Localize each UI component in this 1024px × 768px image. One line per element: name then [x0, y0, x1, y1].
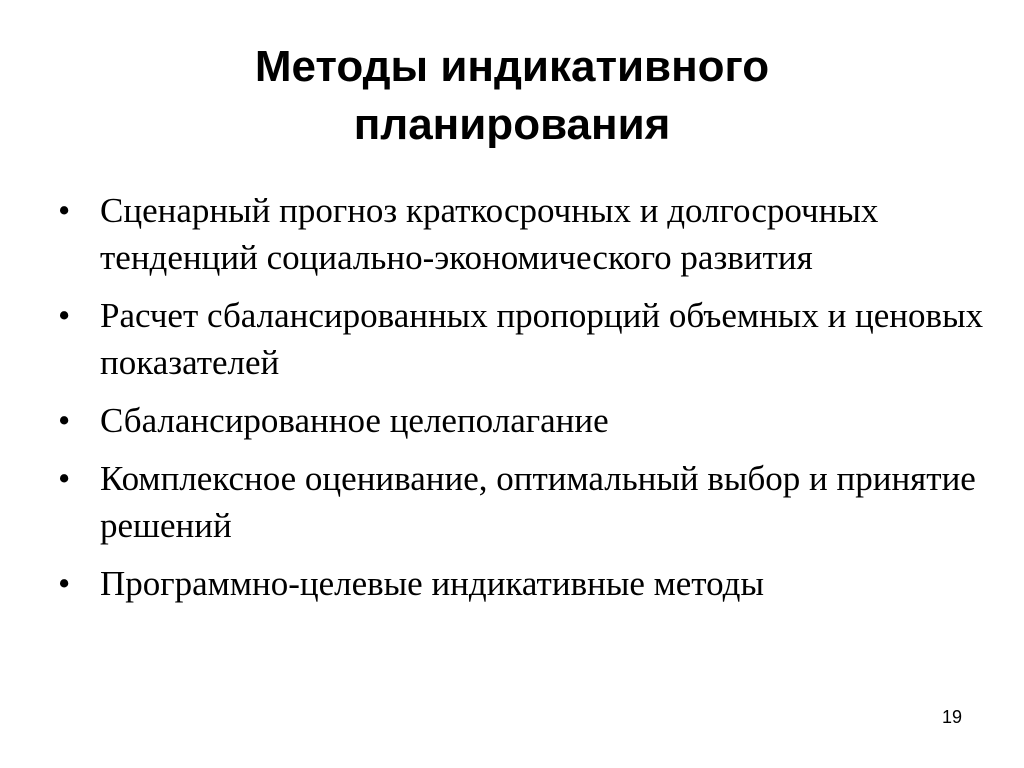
slide-title-line-1: Методы индикативного — [254, 42, 770, 91]
bullet-dot: • — [58, 564, 71, 603]
page-number: 19 — [941, 707, 963, 727]
bullet-item — [58, 187, 988, 281]
slide-title-line-2: планирования — [353, 100, 671, 149]
bullet-list — [58, 187, 988, 618]
bullet-text: Сбалансированное целеполагание — [100, 401, 609, 440]
slide-title — [0, 38, 1024, 154]
bullet-item — [58, 560, 988, 607]
bullet-item — [58, 455, 988, 549]
bullet-dot: • — [58, 459, 71, 498]
bullet-item — [58, 292, 988, 386]
bullet-dot: • — [58, 296, 71, 335]
bullet-dot: • — [58, 191, 71, 230]
bullet-text: Расчет сбалансированных пропорций объемных и ценовых показателей — [100, 296, 984, 382]
bullet-text: Программно-целевые индикативные методы — [100, 564, 764, 603]
bullet-dot: • — [58, 401, 71, 440]
bullet-text: Сценарный прогноз краткосрочных и долгосрочных тенденций социально-экономического развития — [100, 191, 879, 277]
bullet-text: Комплексное оценивание, оптимальный выбор и принятие решений — [100, 459, 976, 545]
bullet-item — [58, 397, 988, 444]
